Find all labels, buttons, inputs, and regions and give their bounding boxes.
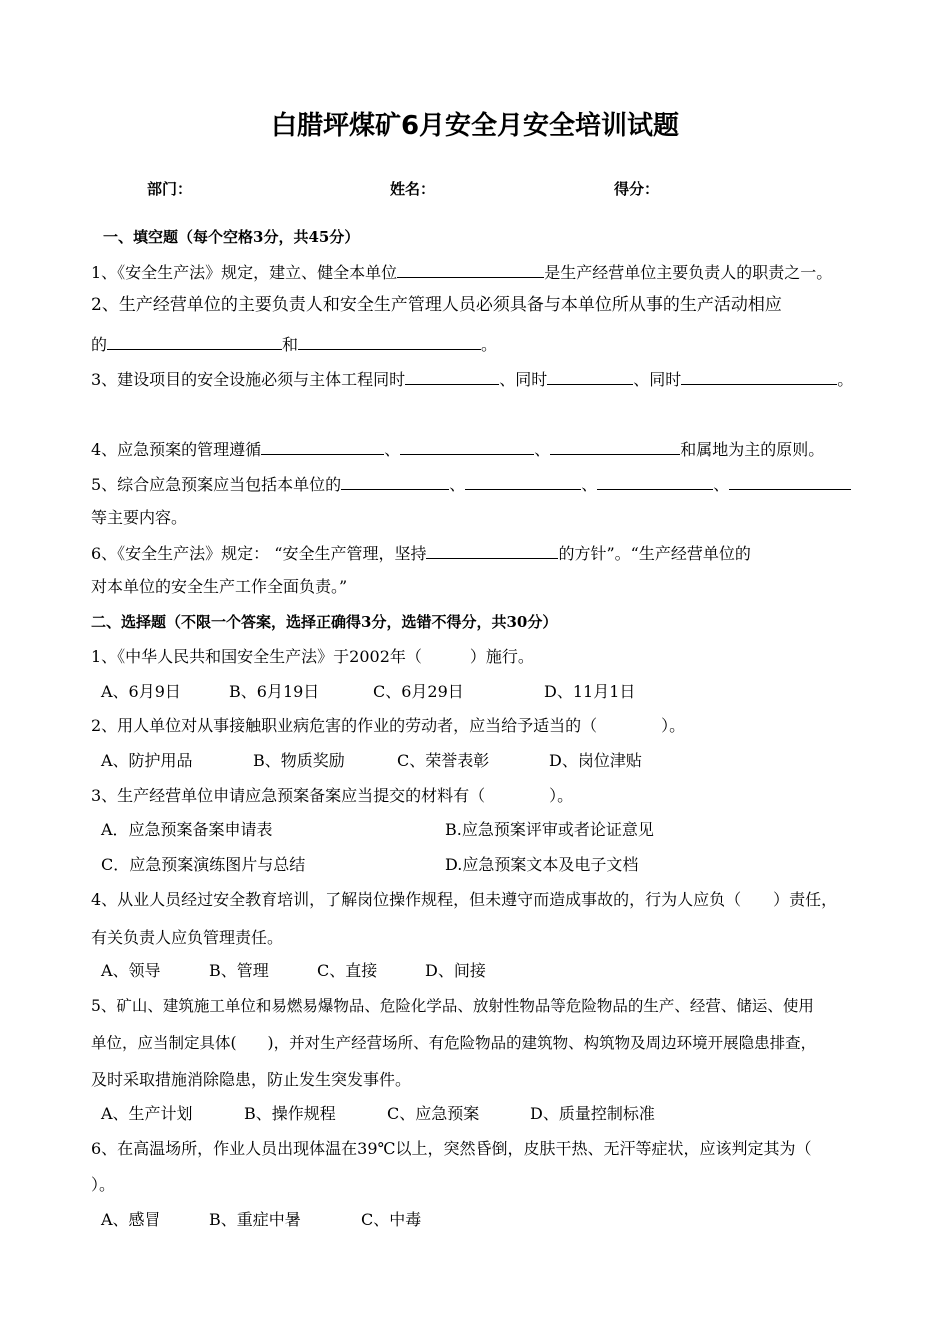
- choice-question-6-line2: ）。: [91, 1175, 116, 1194]
- q1-text-pre: 1、《安全生产法》规定，建立、健全本单位: [91, 263, 398, 282]
- q3-text-s1: 、同时: [499, 370, 548, 389]
- answer-blank[interactable]: [261, 438, 384, 455]
- option-c[interactable]: C、直接: [317, 961, 378, 980]
- choice-question-5-line3: 及时采取措施消除隐患，防止发生突发事件。: [91, 1070, 412, 1089]
- q2-text-post: 。: [481, 335, 498, 354]
- option-c[interactable]: C、荣誉表彰: [397, 751, 490, 770]
- fill-question-5-line2: 等主要内容。: [91, 508, 188, 527]
- option-a[interactable]: A、6月9日: [101, 682, 181, 701]
- fill-question-2-line1: 2、生产经营单位的主要负责人和安全生产管理人员必须具备与本单位所从事的生产活动相应: [91, 295, 782, 315]
- answer-blank[interactable]: [729, 473, 851, 490]
- answer-blank[interactable]: [547, 368, 633, 385]
- page-title: 白腊坪煤矿6月安全月安全培训试题: [270, 111, 680, 141]
- answer-blank[interactable]: [341, 473, 449, 490]
- q2-text-pre: 的: [91, 335, 108, 354]
- q4-text-post: 和属地为主的原则。: [680, 440, 825, 459]
- option-a[interactable]: A、领导: [101, 961, 161, 980]
- answer-blank[interactable]: [426, 542, 558, 559]
- q2-text-mid: 和: [282, 335, 299, 354]
- option-b[interactable]: B、物质奖励: [253, 751, 345, 770]
- answer-blank[interactable]: [681, 368, 837, 385]
- option-c[interactable]: C、6月29日: [373, 682, 464, 701]
- answer-blank[interactable]: [550, 438, 680, 455]
- option-d[interactable]: D、岗位津贴: [549, 751, 642, 770]
- choice-question-6-line1: 6、在高温场所，作业人员出现体温在39℃以上，突然昏倒，皮肤干热、无汗等症状，应该判定其为（: [91, 1139, 812, 1158]
- option-b[interactable]: B、6月19日: [229, 682, 320, 701]
- fill-question-4: [91, 438, 824, 460]
- section1-heading: 一、填空题（每个空格3分，共45分）: [103, 228, 360, 246]
- choice-question-5-line2: 单位，应当制定具体( )，并对生产经营场所、有危险物品的建筑物、构筑物及周边环境开展隐患排查，: [91, 1034, 817, 1052]
- q3-text-post: 。: [837, 370, 854, 389]
- q1-text-post: 是生产经营单位主要负责人的职责之一。: [544, 263, 833, 282]
- option-c[interactable]: C、应急预案: [387, 1104, 480, 1123]
- option-a[interactable]: A、防护用品: [101, 751, 193, 770]
- section2-heading: 二、选择题（不限一个答案，选择正确得3分，选错不得分，共30分）: [91, 613, 558, 631]
- choice-question-3: 3、生产经营单位申请应急预案备案应当提交的材料有（ ）。: [91, 786, 574, 805]
- option-d[interactable]: D、间接: [425, 961, 486, 980]
- name-label: 姓名：: [390, 180, 436, 198]
- q4-text-s1: 、: [384, 440, 401, 459]
- option-b[interactable]: B、重症中暑: [209, 1210, 301, 1229]
- fill-question-6-line1: [91, 542, 751, 564]
- option-d[interactable]: D.应急预案文本及电子文档: [445, 855, 639, 874]
- option-d[interactable]: D、11月1日: [544, 682, 636, 701]
- q5-text-s3: 、: [713, 475, 730, 494]
- choice-question-4-line1: 4、从业人员经过安全教育培训，了解岗位操作规程，但未遵守而造成事故的，行为人应负（ ）责任，: [91, 890, 838, 909]
- choice-question-5-line1: 5、矿山、建筑施工单位和易燃易爆物品、危险化学品、放射性物品等危险物品的生产、经营、储运、使用: [91, 997, 814, 1015]
- option-a[interactable]: A、生产计划: [101, 1104, 193, 1123]
- answer-blank[interactable]: [397, 261, 544, 278]
- answer-blank[interactable]: [405, 368, 499, 385]
- score-label: 得分：: [614, 180, 660, 198]
- answer-blank[interactable]: [597, 473, 713, 490]
- q6-text-pre: 6、《安全生产法》规定： “安全生产管理，坚持: [91, 544, 427, 563]
- dept-label: 部门：: [147, 180, 193, 198]
- option-d[interactable]: D、质量控制标准: [530, 1104, 655, 1123]
- option-b[interactable]: B、操作规程: [244, 1104, 336, 1123]
- q3-text-pre: 3、建设项目的安全设施必须与主体工程同时: [91, 370, 406, 389]
- fill-question-6-line2: 对本单位的安全生产工作全面负责。”: [91, 577, 348, 596]
- q4-text-pre: 4、应急预案的管理遵循: [91, 440, 262, 459]
- fill-question-5-line1: [91, 473, 851, 495]
- answer-blank[interactable]: [298, 333, 481, 350]
- q4-text-s2: 、: [534, 440, 551, 459]
- choice-question-4-line2: 有关负责人应负管理责任。: [91, 928, 284, 947]
- choice-question-1: 1、《中华人民共和国安全生产法》于2002年（ ）施行。: [91, 647, 534, 666]
- answer-blank[interactable]: [465, 473, 581, 490]
- option-b[interactable]: B、管理: [209, 961, 269, 980]
- q6-text-post: 的方针”。“生产经营单位的: [558, 544, 751, 563]
- fill-question-2-line2: [91, 333, 497, 355]
- choice-question-2: 2、用人单位对从事接触职业病危害的作业的劳动者，应当给予适当的（ ）。: [91, 716, 686, 735]
- fill-question-3: [91, 368, 853, 390]
- answer-blank[interactable]: [400, 438, 534, 455]
- q5-text-s1: 、: [449, 475, 466, 494]
- fill-question-1: [91, 261, 832, 283]
- option-a[interactable]: A、感冒: [101, 1210, 161, 1229]
- option-a[interactable]: A．应急预案备案申请表: [101, 820, 273, 839]
- q3-text-s2: 、同时: [633, 370, 682, 389]
- option-c[interactable]: C．应急预案演练图片与总结: [101, 855, 306, 874]
- q5-text-s2: 、: [581, 475, 598, 494]
- option-c[interactable]: C、中毒: [361, 1210, 422, 1229]
- q5-text-pre: 5、综合应急预案应当包括本单位的: [91, 475, 342, 494]
- option-b[interactable]: B.应急预案评审或者论证意见: [445, 820, 654, 839]
- answer-blank[interactable]: [107, 333, 282, 350]
